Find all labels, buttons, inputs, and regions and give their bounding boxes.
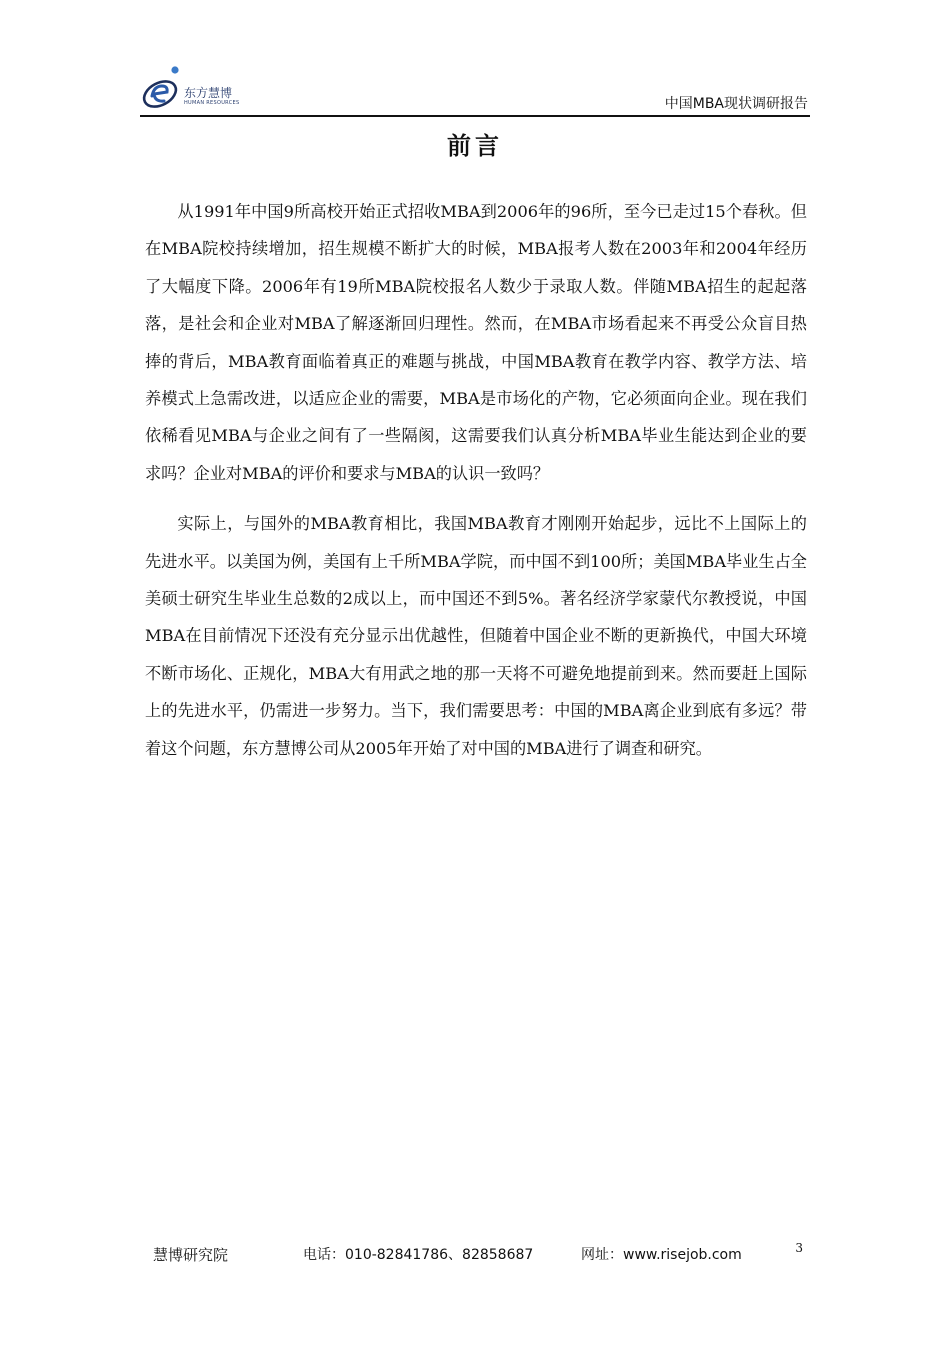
paragraph: 实际上，与国外的MBA教育相比，我国MBA教育才刚刚开始起步，远比不上国际上的先进水平。以美国为例，美国有上千所MBA学院，而中国不到100所；美国MBA毕业生占全美硕士研究生毕业生总数的2成以上，而中国还不到5%。著名经济学家蒙代尔教授说，中国MBA在目前情况下还没有充分显示出优越性，但随着中国企业不断的更新换代，中国大环境不断市场化、正规化，MBA大有用武之地的那一天将不可避免地提前到来。然而要赶上国际上的先进水平，仍需进一步努力。当下，我们需要思考：中国的MBA离企业到底有多远？带着这个问题，东方慧博公司从2005年开始了对中国的MBA进行了调查和研究。 <box>145 514 807 758</box>
logo-chinese-name: 东方慧博 <box>184 86 233 100</box>
report-title: 中国MBA现状调研报告 <box>664 96 808 112</box>
paragraph: 从1991年中国9所高校开始正式招收MBA到2006年的96所，至今已走过15个春秋。但在MBA院校持续增加，招生规模不断扩大的时候，MBA报考人数在2003年和2004年经历了大幅度下降。2006年有19所MBA院校报名人数少于录取人数。伴随MBA招生的起起落落，是社会和企业对MBA了解逐渐回归理性。然而，在MBA市场看起来不再受公众盲目热捧的背后，MBA教育面临着真正的难题与挑战，中国MBA教育在教学内容、教学方法、培养模式上急需改进，以适应企业的需要，MBA是市场化的产物，它必须面向企业。现在我们依稀看见MBA与企业之间有了一些隔阂，这需要我们认真分析MBA毕业生能达到企业的要求吗？企业对MBA的评价和要求与MBA的认识一致吗？ <box>145 202 807 483</box>
company-logo <box>140 62 260 114</box>
body-text <box>145 193 807 780</box>
page-number: 3 <box>795 1241 803 1255</box>
footer-organization: 慧博研究院 <box>153 1246 229 1264</box>
footer-phone: 电话：010-82841786、82858687 <box>303 1247 534 1263</box>
header-divider <box>140 115 810 117</box>
logo-emblem-icon <box>140 62 184 114</box>
page-title: 前言 <box>447 132 503 160</box>
logo-english-name: HUMAN RESOURCES <box>184 100 240 106</box>
footer-website: 网址：www.risejob.com <box>581 1247 742 1263</box>
page-footer <box>153 1241 813 1266</box>
page-header <box>140 62 810 118</box>
